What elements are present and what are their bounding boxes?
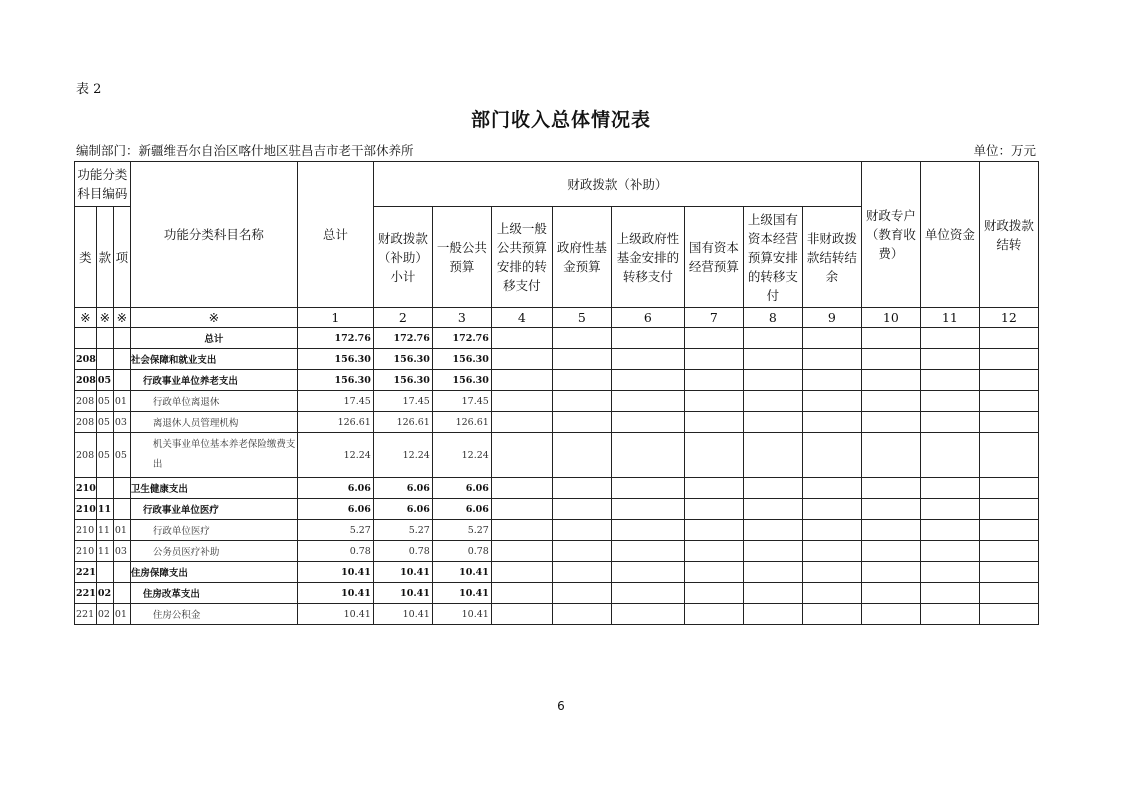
cell-empty [743,349,802,370]
table-row [75,370,1039,391]
cell-empty [611,478,684,499]
cell-empty [611,370,684,391]
cell-empty [979,604,1038,625]
cell-general-budget: 6.06 [432,499,491,520]
cell-empty [861,370,920,391]
cell-empty [552,433,611,478]
col-number: 3 [432,308,491,328]
cell-empty [552,370,611,391]
cell-empty [802,349,861,370]
cell-general-budget: 10.41 [432,583,491,604]
cell-lei: 208 [75,412,97,433]
table-row [75,499,1039,520]
cell-fiscal-subtotal: 156.30 [373,370,432,391]
cell-fiscal-subtotal: 6.06 [373,478,432,499]
cell-empty [861,391,920,412]
cell-empty [979,328,1038,349]
cell-fiscal-subtotal: 5.27 [373,520,432,541]
cell-empty [743,391,802,412]
cell-kuan [96,562,113,583]
col-number: 2 [373,308,432,328]
cell-kuan [96,478,113,499]
header-general-budget: 一般公共预算 [432,207,491,308]
cell-xiang: 01 [113,604,130,625]
cell-kuan: 05 [96,412,113,433]
cell-empty [861,433,920,478]
cell-empty [743,562,802,583]
cell-empty [802,433,861,478]
col-number: 10 [861,308,920,328]
cell-empty [743,541,802,562]
cell-func-name: 行政单位医疗 [130,520,297,541]
cell-kuan: 02 [96,583,113,604]
cell-empty [552,604,611,625]
cell-empty [684,562,743,583]
cell-func-name: 行政单位离退休 [130,391,297,412]
cell-empty [920,478,979,499]
cell-empty [802,499,861,520]
cell-empty [611,520,684,541]
cell-empty [491,562,552,583]
cell-func-name: 总计 [130,328,297,349]
cell-kuan: 05 [96,391,113,412]
col-number: 7 [684,308,743,328]
cell-kuan: 05 [96,433,113,478]
cell-empty [920,541,979,562]
cell-empty [920,499,979,520]
cell-total: 156.30 [297,349,373,370]
cell-empty [979,370,1038,391]
cell-func-name: 机关事业单位基本养老保险缴费支出 [130,433,297,478]
cell-empty [802,562,861,583]
cell-general-budget: 156.30 [432,370,491,391]
cell-empty [491,328,552,349]
cell-fiscal-subtotal: 126.61 [373,412,432,433]
table-row [75,541,1039,562]
cell-empty [802,391,861,412]
header-fiscal-subtotal: 财政拨款（补助）小计 [373,207,432,308]
cell-xiang: 01 [113,391,130,412]
cell-empty [802,583,861,604]
cell-empty [684,604,743,625]
cell-empty [552,391,611,412]
page-number: 6 [557,699,565,713]
cell-empty [920,349,979,370]
cell-lei: 208 [75,391,97,412]
cell-empty [684,328,743,349]
col-number: 6 [611,308,684,328]
col-number: 1 [297,308,373,328]
mark-kuan: ※ [96,308,113,328]
cell-lei [75,328,97,349]
header-kuan: 款 [96,207,113,308]
cell-empty [684,349,743,370]
cell-empty [684,433,743,478]
cell-lei: 210 [75,541,97,562]
table-row [75,583,1039,604]
cell-lei: 208 [75,349,97,370]
cell-empty [861,412,920,433]
cell-empty [491,478,552,499]
header-fiscal-carryover: 财政拨款结转 [979,162,1038,308]
cell-empty [861,349,920,370]
table-row [75,520,1039,541]
cell-empty [920,433,979,478]
col-number: 9 [802,308,861,328]
mark-name: ※ [130,308,297,328]
cell-lei: 210 [75,520,97,541]
cell-xiang [113,370,130,391]
cell-empty [920,583,979,604]
cell-fiscal-subtotal: 172.76 [373,328,432,349]
cell-xiang [113,583,130,604]
cell-empty [979,499,1038,520]
header-special-edu: 财政专户（教育收费） [861,162,920,308]
cell-general-budget: 156.30 [432,349,491,370]
cell-empty [743,433,802,478]
cell-empty [611,391,684,412]
cell-xiang [113,478,130,499]
cell-empty [552,478,611,499]
cell-total: 156.30 [297,370,373,391]
mark-xiang: ※ [113,308,130,328]
cell-func-name: 住房公积金 [130,604,297,625]
cell-empty [552,349,611,370]
table-label: 表 2 [76,82,102,97]
cell-empty [979,520,1038,541]
cell-empty [684,499,743,520]
cell-empty [979,541,1038,562]
cell-empty [802,412,861,433]
cell-empty [920,370,979,391]
cell-func-name: 住房保障支出 [130,562,297,583]
cell-empty [743,328,802,349]
cell-lei: 208 [75,433,97,478]
header-state-capital-budget: 国有资本经营预算 [684,207,743,308]
cell-empty [979,433,1038,478]
cell-fiscal-subtotal: 10.41 [373,604,432,625]
header-fiscal-group: 财政拨款（补助） [373,162,861,207]
col-number: 5 [552,308,611,328]
cell-total: 6.06 [297,478,373,499]
cell-empty [979,412,1038,433]
cell-empty [611,541,684,562]
col-number: 4 [491,308,552,328]
cell-empty [684,541,743,562]
cell-empty [491,520,552,541]
col-number: 8 [743,308,802,328]
table-body [75,328,1039,625]
header-func-code: 功能分类科目编码 [75,162,131,207]
cell-general-budget: 12.24 [432,433,491,478]
cell-empty [920,604,979,625]
cell-empty [802,541,861,562]
cell-func-name: 住房改革支出 [130,583,297,604]
income-summary-table [74,161,1039,625]
mark-lei: ※ [75,308,97,328]
header-gov-fund-budget: 政府性基金预算 [552,207,611,308]
cell-empty [552,520,611,541]
cell-func-name: 公务员医疗补助 [130,541,297,562]
cell-total: 5.27 [297,520,373,541]
cell-lei: 221 [75,604,97,625]
cell-empty [861,583,920,604]
cell-general-budget: 10.41 [432,562,491,583]
cell-kuan: 05 [96,370,113,391]
cell-empty [979,562,1038,583]
cell-empty [979,391,1038,412]
cell-empty [920,520,979,541]
cell-empty [552,583,611,604]
cell-empty [743,604,802,625]
cell-empty [802,328,861,349]
cell-empty [491,583,552,604]
cell-empty [611,583,684,604]
cell-kuan: 02 [96,604,113,625]
cell-empty [979,349,1038,370]
cell-empty [743,412,802,433]
cell-empty [684,520,743,541]
cell-empty [743,478,802,499]
cell-empty [802,604,861,625]
cell-empty [611,328,684,349]
cell-empty [491,433,552,478]
header-total: 总计 [297,162,373,308]
cell-empty [684,391,743,412]
cell-empty [611,412,684,433]
cell-fiscal-subtotal: 10.41 [373,583,432,604]
cell-empty [611,604,684,625]
cell-total: 17.45 [297,391,373,412]
cell-general-budget: 0.78 [432,541,491,562]
cell-general-budget: 126.61 [432,412,491,433]
cell-general-budget: 6.06 [432,478,491,499]
cell-empty [491,604,552,625]
cell-lei: 221 [75,562,97,583]
cell-xiang [113,499,130,520]
table-row [75,391,1039,412]
header-nonfiscal-carryover: 非财政拨款结转结余 [802,207,861,308]
header-upper-general-transfer: 上级一般公共预算安排的转移支付 [491,207,552,308]
cell-func-name: 行政事业单位医疗 [130,499,297,520]
cell-total: 10.41 [297,604,373,625]
cell-general-budget: 5.27 [432,520,491,541]
cell-empty [611,433,684,478]
cell-empty [979,583,1038,604]
table-row [75,478,1039,499]
cell-empty [861,478,920,499]
cell-func-name: 卫生健康支出 [130,478,297,499]
cell-empty [552,499,611,520]
cell-func-name: 离退休人员管理机构 [130,412,297,433]
cell-fiscal-subtotal: 17.45 [373,391,432,412]
header-lei: 类 [75,207,97,308]
document-title: 部门收入总体情况表 [470,109,651,131]
cell-empty [684,412,743,433]
cell-empty [743,583,802,604]
cell-empty [684,583,743,604]
cell-empty [920,391,979,412]
cell-total: 126.61 [297,412,373,433]
cell-kuan: 11 [96,499,113,520]
cell-kuan: 11 [96,541,113,562]
table-row [75,604,1039,625]
cell-empty [802,370,861,391]
cell-general-budget: 172.76 [432,328,491,349]
preparing-department: 编制部门：新疆维吾尔自治区喀什地区驻昌吉市老干部休养所 [76,143,414,158]
header-unit-funds: 单位资金 [920,162,979,308]
cell-empty [491,499,552,520]
cell-func-name: 社会保障和就业支出 [130,349,297,370]
cell-empty [611,562,684,583]
cell-lei: 208 [75,370,97,391]
cell-general-budget: 10.41 [432,604,491,625]
cell-empty [861,604,920,625]
cell-empty [861,328,920,349]
cell-lei: 210 [75,499,97,520]
table-row [75,433,1039,478]
cell-kuan [96,328,113,349]
table-row [75,412,1039,433]
cell-empty [979,478,1038,499]
cell-empty [611,499,684,520]
cell-kuan [96,349,113,370]
cell-empty [491,391,552,412]
cell-empty [491,412,552,433]
cell-empty [684,370,743,391]
col-number: 11 [920,308,979,328]
header-xiang: 项 [113,207,130,308]
cell-func-name: 行政事业单位养老支出 [130,370,297,391]
cell-empty [861,541,920,562]
table-row [75,562,1039,583]
col-number: 12 [979,308,1038,328]
cell-fiscal-subtotal: 0.78 [373,541,432,562]
cell-xiang [113,562,130,583]
cell-empty [861,499,920,520]
cell-general-budget: 17.45 [432,391,491,412]
cell-empty [552,541,611,562]
cell-empty [552,562,611,583]
currency-unit: 单位：万元 [973,143,1036,158]
header-upper-gov-fund-transfer: 上级政府性基金安排的转移支付 [611,207,684,308]
cell-empty [491,349,552,370]
cell-xiang: 03 [113,412,130,433]
cell-xiang [113,328,130,349]
cell-empty [920,562,979,583]
cell-kuan: 11 [96,520,113,541]
cell-empty [920,328,979,349]
table-row [75,349,1039,370]
cell-empty [743,499,802,520]
cell-lei: 210 [75,478,97,499]
cell-empty [491,370,552,391]
cell-fiscal-subtotal: 6.06 [373,499,432,520]
cell-empty [802,478,861,499]
cell-total: 0.78 [297,541,373,562]
cell-fiscal-subtotal: 12.24 [373,433,432,478]
cell-xiang: 03 [113,541,130,562]
cell-total: 172.76 [297,328,373,349]
header-upper-state-capital-transfer: 上级国有资本经营预算安排的转移支付 [743,207,802,308]
cell-empty [552,328,611,349]
cell-xiang: 05 [113,433,130,478]
cell-empty [491,541,552,562]
cell-fiscal-subtotal: 156.30 [373,349,432,370]
cell-empty [743,370,802,391]
cell-empty [802,520,861,541]
cell-empty [743,520,802,541]
header-func-name: 功能分类科目名称 [130,162,297,308]
cell-xiang [113,349,130,370]
cell-empty [552,412,611,433]
cell-empty [684,478,743,499]
cell-empty [611,349,684,370]
cell-fiscal-subtotal: 10.41 [373,562,432,583]
table-row [75,328,1039,349]
cell-lei: 221 [75,583,97,604]
cell-empty [861,520,920,541]
cell-empty [861,562,920,583]
cell-total: 12.24 [297,433,373,478]
cell-xiang: 01 [113,520,130,541]
cell-total: 10.41 [297,562,373,583]
cell-total: 6.06 [297,499,373,520]
cell-empty [920,412,979,433]
cell-total: 10.41 [297,583,373,604]
